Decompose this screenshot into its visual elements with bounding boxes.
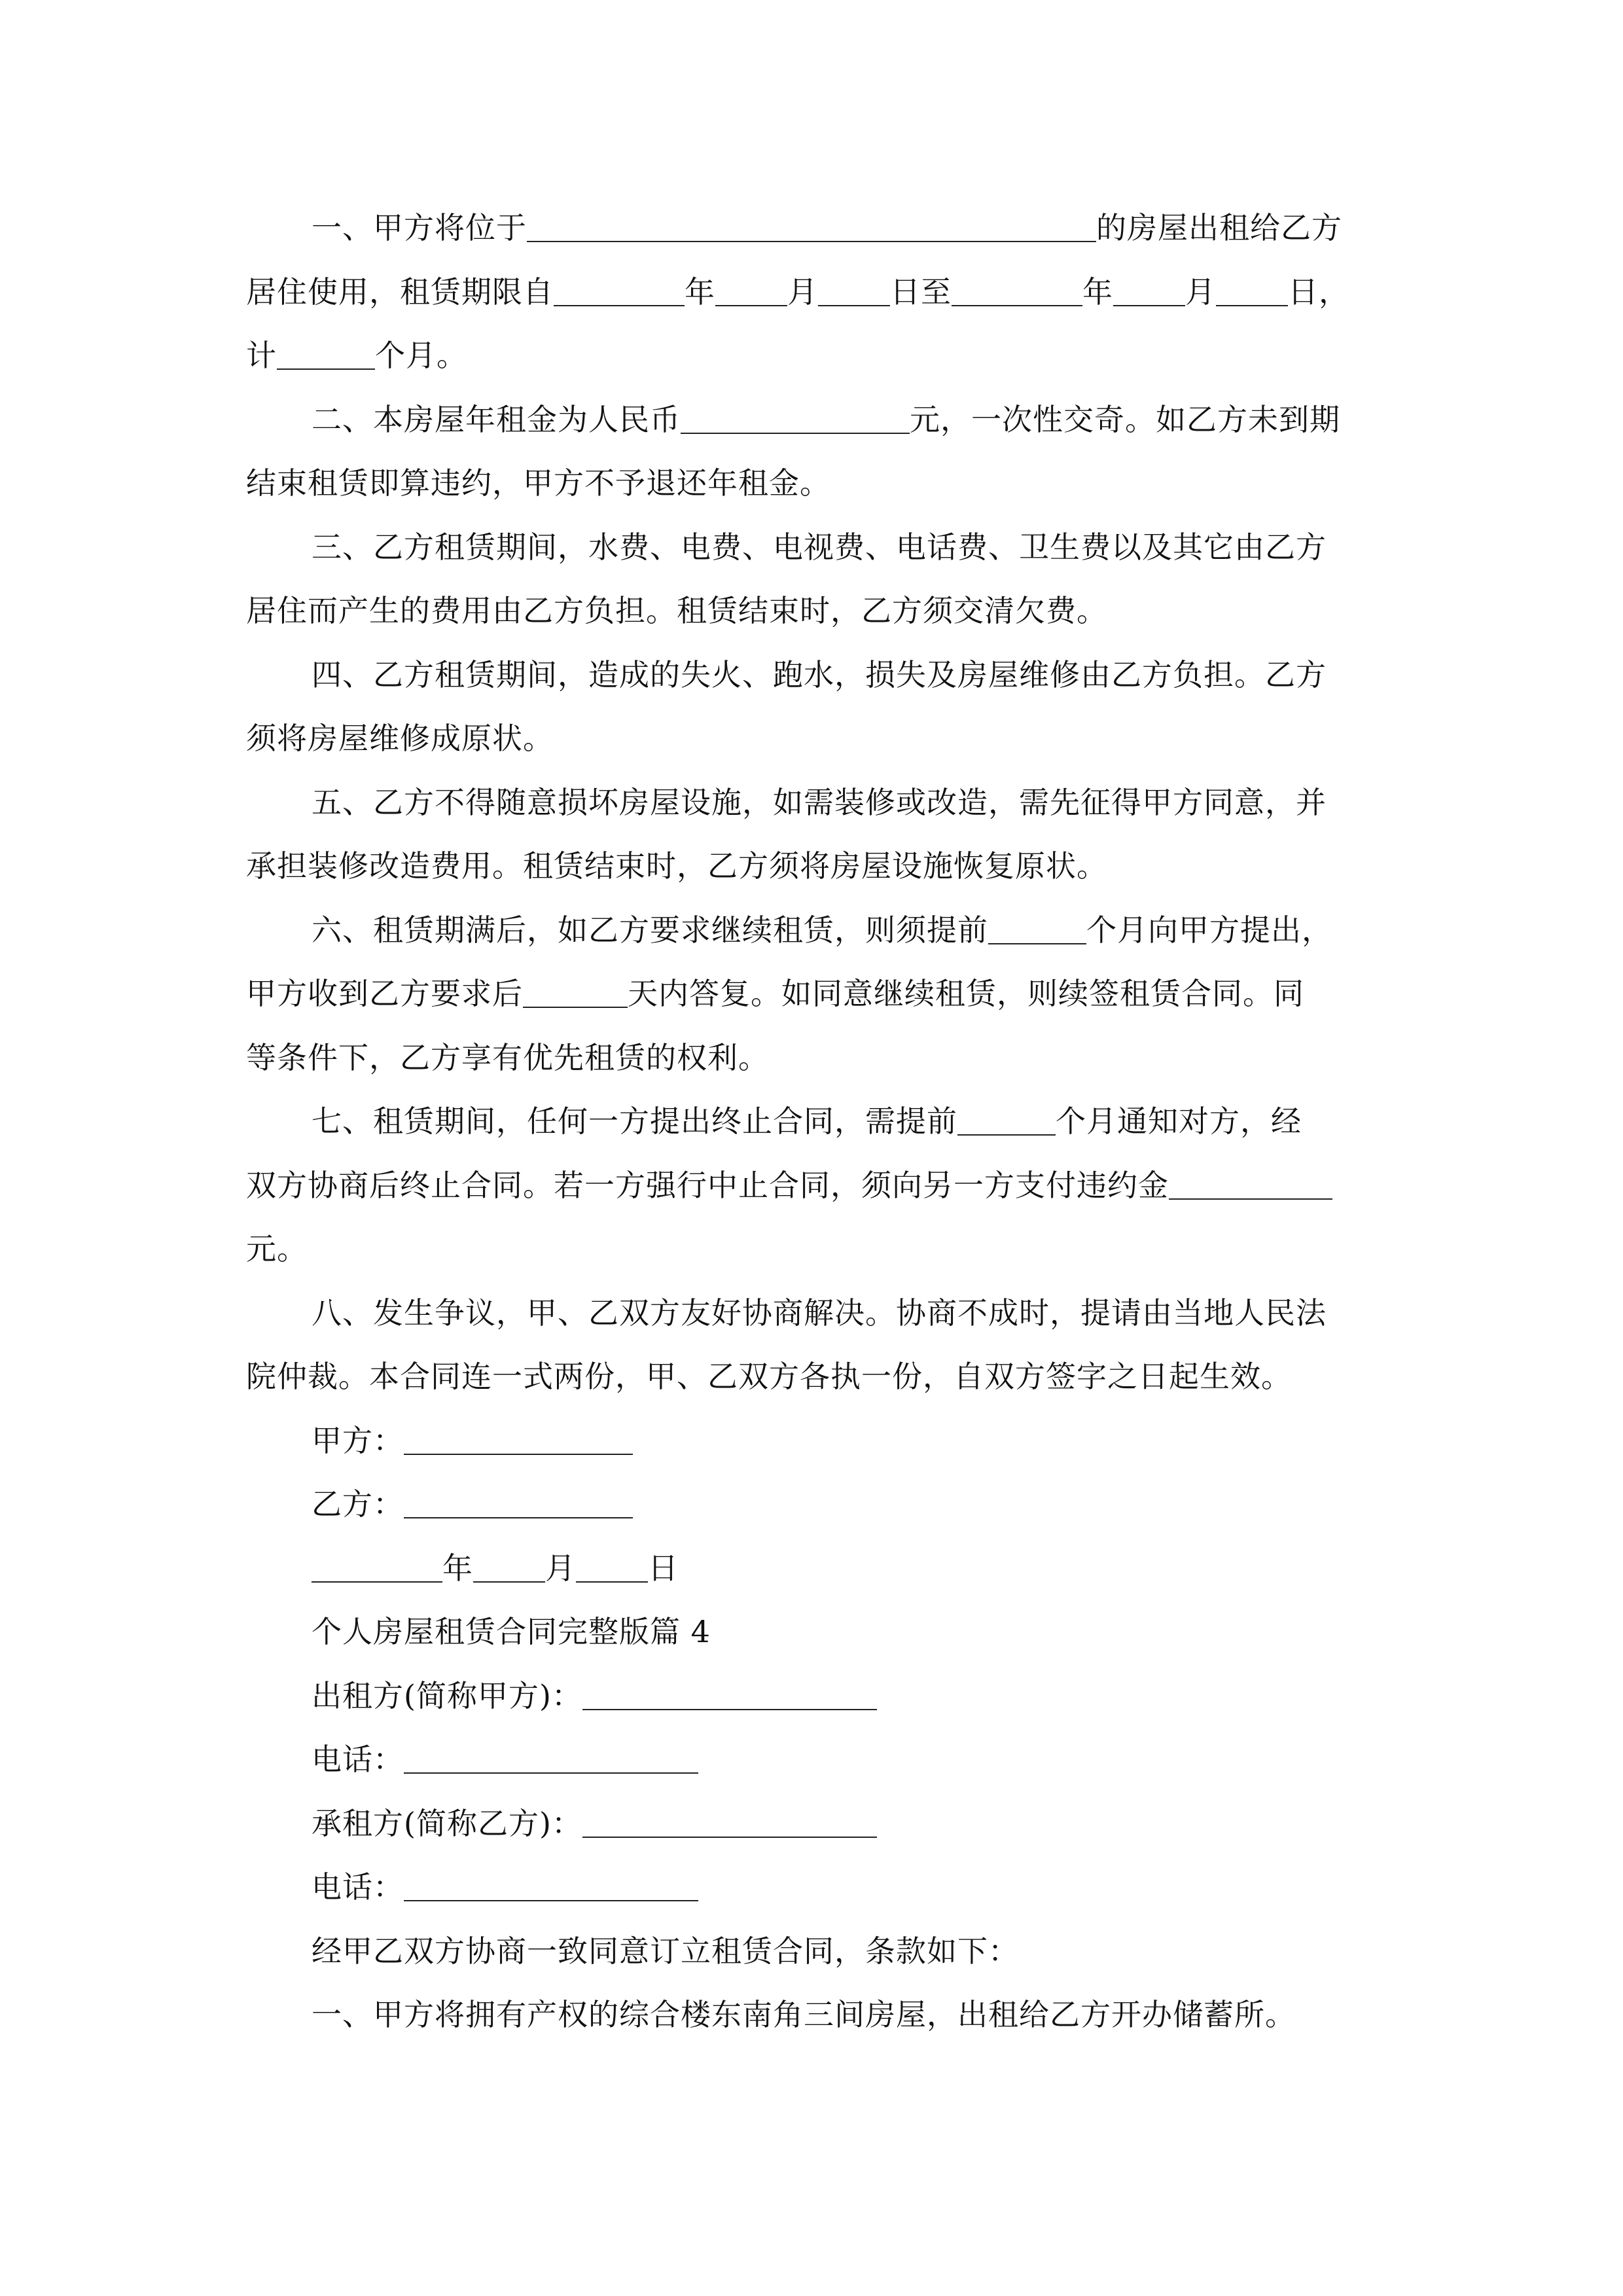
- document-line: [246, 452, 1418, 516]
- document-line: [246, 1537, 1418, 1601]
- line-text: 日至: [890, 274, 952, 310]
- fill-in-blank[interactable]: [404, 1488, 633, 1518]
- line-text: 元。: [246, 1231, 308, 1266]
- document-line: [246, 1345, 1418, 1409]
- line-text: 甲方收到乙方要求后: [246, 976, 523, 1011]
- fill-in-blank[interactable]: [404, 1425, 633, 1455]
- fill-in-blank[interactable]: [1113, 276, 1185, 306]
- fill-in-blank[interactable]: [582, 1680, 877, 1710]
- line-text: 须将房屋维修成原状。: [246, 721, 554, 756]
- line-text: 个月通知对方，经: [1056, 1103, 1302, 1139]
- line-text: 个月。: [375, 338, 467, 373]
- document-line: [246, 1217, 1418, 1282]
- document-line: [246, 1090, 1418, 1154]
- document-line: [246, 196, 1418, 260]
- line-text: 经甲乙双方协商一致同意订立租赁合同，条款如下：: [312, 1933, 1019, 1969]
- line-text: 日，: [1288, 274, 1349, 310]
- line-text: 二、本房屋年租金为人民币: [312, 401, 681, 437]
- line-text: 六、租赁期满后，如乙方要求继续租赁，则须提前: [312, 912, 988, 948]
- document-body: [246, 196, 1418, 2047]
- line-text: 双方协商后终止合同。若一方强行中止合同，须向另一方支付违约金: [246, 1167, 1169, 1203]
- document-line: [246, 1473, 1418, 1537]
- fill-in-blank[interactable]: [988, 914, 1086, 944]
- document-line: [246, 834, 1418, 899]
- document-line: [246, 388, 1418, 452]
- fill-in-blank[interactable]: [404, 1744, 698, 1774]
- line-text: 年: [685, 274, 715, 310]
- line-text: 年: [442, 1550, 473, 1586]
- fill-in-blank[interactable]: [1169, 1170, 1332, 1200]
- line-text: 等条件下，乙方享有优先租赁的权利。: [246, 1039, 769, 1075]
- line-text: 甲方：: [312, 1422, 404, 1458]
- fill-in-blank[interactable]: [527, 212, 1096, 242]
- fill-in-blank[interactable]: [473, 1552, 545, 1583]
- line-text: 五、乙方不得随意损坏房屋设施，如需装修或改造，需先征得甲方同意，并: [312, 784, 1327, 820]
- document-line: [246, 643, 1418, 708]
- line-text: 月: [1185, 274, 1216, 310]
- document-line: [246, 1792, 1418, 1856]
- fill-in-blank[interactable]: [312, 1552, 442, 1583]
- line-text: 结束租赁即算违约，甲方不予退还年租金。: [246, 465, 830, 501]
- fill-in-blank[interactable]: [952, 276, 1082, 306]
- line-text: 承担装修改造费用。租赁结束时，乙方须将房屋设施恢复原状。: [246, 848, 1107, 884]
- line-text: 居住而产生的费用由乙方负担。租赁结束时，乙方须交清欠费。: [246, 593, 1107, 628]
- document-line: [246, 1664, 1418, 1729]
- line-text: 四、乙方租赁期间，造成的失火、跑水，损失及房屋维修由乙方负担。乙方: [312, 656, 1327, 692]
- line-text: 一、甲方将拥有产权的综合楼东南角三间房屋，出租给乙方开办储蓄所。: [312, 1997, 1296, 2032]
- document-line: [246, 260, 1418, 325]
- document-line: [246, 579, 1418, 643]
- document-line: [246, 1154, 1418, 1218]
- line-text: 个月向甲方提出，: [1086, 912, 1332, 948]
- fill-in-blank[interactable]: [715, 276, 787, 306]
- line-text: 七、租赁期间，任何一方提出终止合同，需提前: [312, 1103, 957, 1139]
- document-line: [246, 707, 1418, 771]
- fill-in-blank[interactable]: [582, 1808, 877, 1838]
- document-line: [246, 962, 1418, 1026]
- line-text: 月: [787, 274, 818, 310]
- line-text: 出租方(简称甲方)：: [312, 1677, 582, 1713]
- fill-in-blank[interactable]: [957, 1105, 1056, 1136]
- line-text: 个人房屋租赁合同完整版篇 4: [312, 1614, 711, 1649]
- document-line: [246, 1920, 1418, 1984]
- fill-in-blank[interactable]: [404, 1871, 698, 1901]
- document-line: [246, 516, 1418, 580]
- line-text: 元，一次性交奇。如乙方未到期: [910, 401, 1340, 437]
- line-text: 八、发生争议，甲、乙双方友好协商解决。协商不成时，提请由当地人民法: [312, 1295, 1327, 1331]
- line-text: 院仲裁。本合同连一式两份，甲、乙双方各执一份，自双方签字之日起生效。: [246, 1359, 1292, 1394]
- line-text: 月: [545, 1550, 576, 1586]
- line-text: 电话：: [312, 1869, 404, 1905]
- document-line: [246, 1983, 1418, 2047]
- line-text: 日: [648, 1550, 679, 1586]
- fill-in-blank[interactable]: [1216, 276, 1288, 306]
- fill-in-blank[interactable]: [576, 1552, 648, 1583]
- document-line: [246, 771, 1418, 835]
- fill-in-blank[interactable]: [523, 978, 628, 1008]
- line-text: 居住使用，租赁期限自: [246, 274, 554, 310]
- line-text: 天内答复。如同意继续租赁，则续签租赁合同。同: [628, 976, 1304, 1011]
- line-text: 年: [1082, 274, 1113, 310]
- document-line: [246, 1282, 1418, 1346]
- line-text: 乙方：: [312, 1486, 404, 1522]
- line-text: 承租方(简称乙方)：: [312, 1805, 582, 1841]
- document-line: [246, 324, 1418, 388]
- line-text: 电话：: [312, 1742, 404, 1777]
- fill-in-blank[interactable]: [554, 276, 685, 306]
- fill-in-blank[interactable]: [818, 276, 890, 306]
- document-line: [246, 1409, 1418, 1473]
- line-text: 一、甲方将位于: [312, 210, 527, 245]
- document-line: [246, 1026, 1418, 1090]
- line-text: 三、乙方租赁期间，水费、电费、电视费、电话费、卫生费以及其它由乙方: [312, 529, 1327, 565]
- document-line: [246, 1728, 1418, 1792]
- document-line: [246, 1600, 1418, 1664]
- line-text: 的房屋出租给乙方: [1096, 210, 1342, 245]
- fill-in-blank[interactable]: [681, 404, 910, 434]
- line-text: 计: [246, 338, 277, 373]
- fill-in-blank[interactable]: [277, 340, 375, 370]
- document-line: [246, 899, 1418, 963]
- document-line: [246, 1856, 1418, 1920]
